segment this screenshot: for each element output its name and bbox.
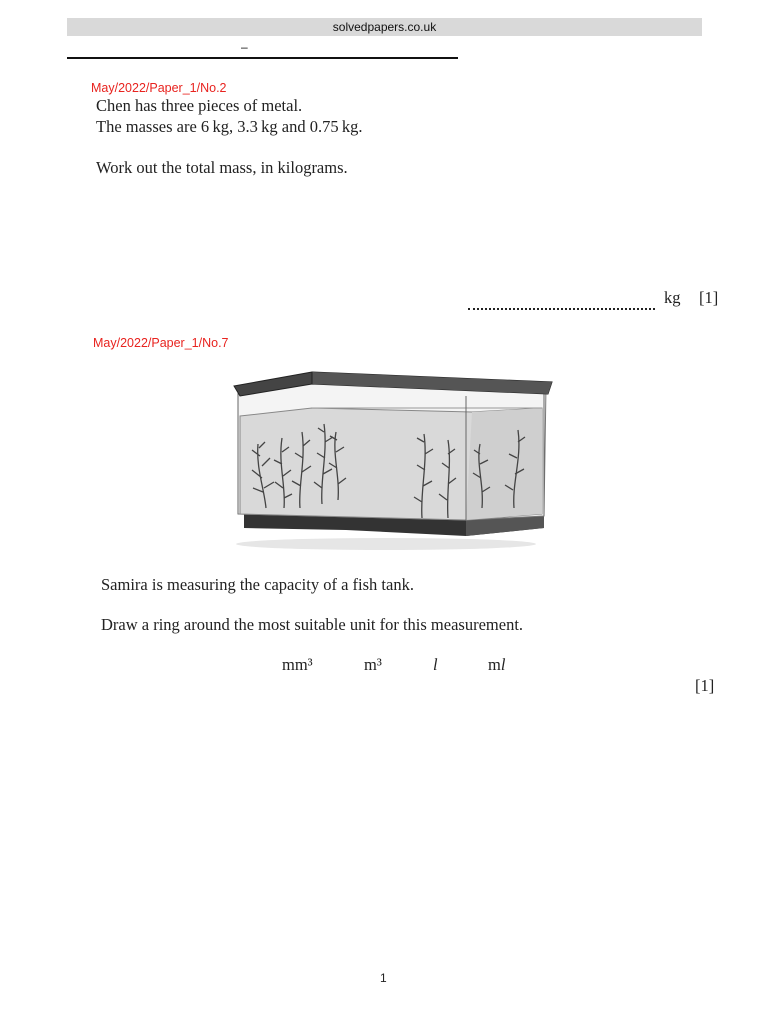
question1-instruction: Work out the total mass, in kilograms. [96,158,348,177]
option-m3[interactable]: m³ [364,655,382,674]
question1-answer-line[interactable] [468,300,655,310]
site-name: solvedpapers.co.uk [332,20,437,34]
page-number: 1 [380,971,387,985]
question2-marks: [1] [695,676,715,695]
option-ml-prefix: m [488,655,501,674]
site-header [67,18,702,36]
question1-answer-unit: kg [664,288,681,307]
question2-reference: May/2022/Paper_1/No.7 [93,336,229,350]
question2-statement: Samira is measuring the capacity of a fish tank. [101,575,414,594]
option-ml[interactable] [488,655,505,675]
header-dash: – [241,40,248,54]
question1-marks: [1] [699,288,719,307]
option-litre[interactable]: l [433,655,438,674]
option-mm3[interactable]: mm³ [282,655,313,674]
option-ml-suffix: l [500,655,506,674]
question1-line1: Chen has three pieces of metal. [96,96,303,115]
question2-instruction: Draw a ring around the most suitable unit for this measurement. [101,615,524,634]
fish-tank-illustration [226,368,556,558]
question1-line2: The masses are 6 kg, 3.3 kg and 0.75 kg. [96,117,363,136]
header-rule [67,57,458,59]
question1-reference: May/2022/Paper_1/No.2 [91,81,227,95]
